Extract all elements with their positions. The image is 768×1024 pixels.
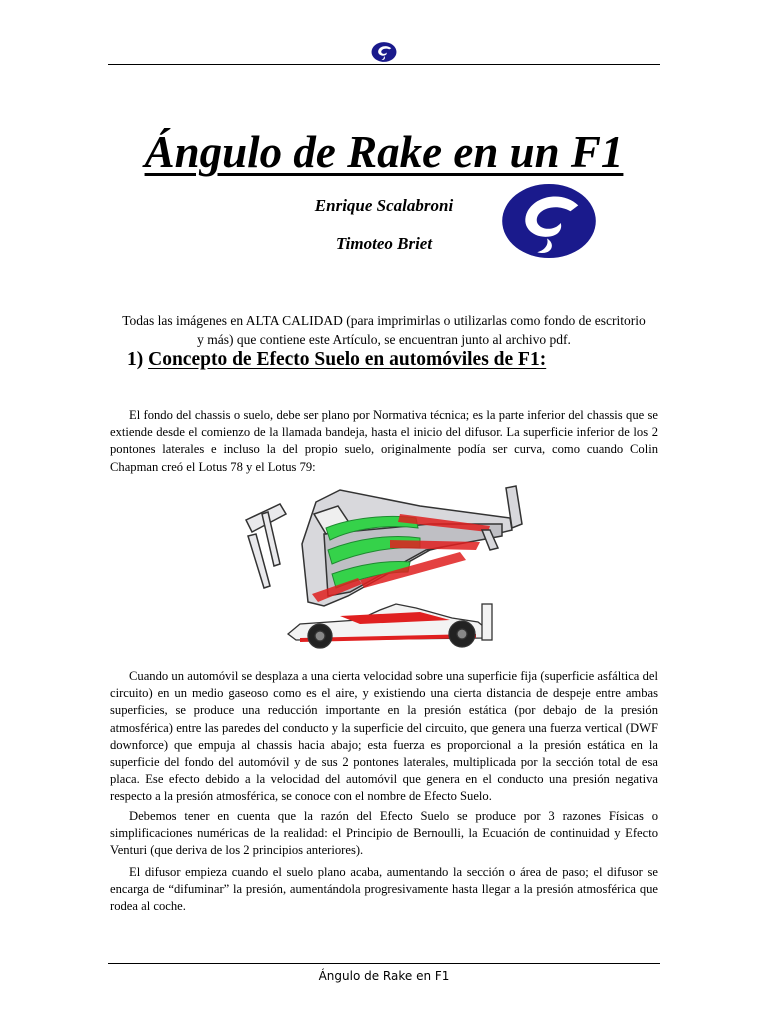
footer-rule [108,963,660,964]
publisher-logo-icon [500,182,598,260]
header-rule [108,64,660,65]
publisher-logo-icon [371,40,397,64]
body-paragraph: El fondo del chassis o suelo, debe ser plano por Normativa técnica; es la parte inferior del chassis que se extiende desde el comienzo de la llamada bandeja, hasta el inicio del difusor. La superficie inferior de los 2 pontones laterales e incluso la del propio suelo, originalmente podía ser curva, como cuando Colin Chapman creó el Lotus 78 y el Lotus 79: [110,408,658,474]
body-paragraph: Debemos tener en cuenta que la razón del Efecto Suelo se produce por 3 razones Físicas o simplificaciones numéricas de la realidad: el Principio de Bernoulli, la Ecuación de continuidad y Efecto Venturi (que deriva de los 2 principios anteriores). [110,809,658,858]
intro-note: Todas las imágenes en ALTA CALIDAD (para imprimirlas o utilizarlas como fondo de escritorio y más) que contiene este Artículo, se encuentran junto al archivo pdf. [122,312,646,347]
section-heading-text: Concepto de Efecto Suelo en automóviles de F1: [148,349,547,370]
body-paragraph: Cuando un automóvil se desplaza a una cierta velocidad sobre una superficie fija (superficie asfáltica del circuito) en un medio gaseoso como es el aire, y existiendo una cierta distancia de despeje entre ambas superficies, se produce una reducción importante en la presión estática (por debajo de la presión atmosférica) entre las paredes del conducto y la superficie del circuito, que genera una fuerza vertical (DWF downforce) que empuja al chassis hacia abajo; esta fuerza es proporcional a la presión estática en la superficie del fondo del automóvil y de sus 2 pontones laterales, multiplicada por la sección total de esa placa. Ese efecto debido a la velocidad del automóvil que genera en el conducto una presión negativa respecto a la presión atmosférica, se conoce con el nombre de Efecto Suelo. [110,669,658,804]
side-view-car [288,604,492,648]
page-footer: Ángulo de Rake en F1 [318,969,450,983]
author-name: Enrique Scalabroni [314,196,454,215]
author-name: Timoteo Briet [335,234,433,253]
section-heading [127,348,546,372]
document-title: Ángulo de Rake en un F1 [144,127,624,177]
body-paragraph: El difusor empieza cuando el suelo plano acaba, aumentando la sección o área de paso; el difusor se encarga de “difuminar” la presión, aumentándola progresivamente hasta llegar a la presión atmosférica que rodea al coche. [110,865,658,914]
f1-ground-effect-illustration [240,484,530,656]
rear-wing [246,504,286,588]
section-number: 1) [127,349,144,370]
